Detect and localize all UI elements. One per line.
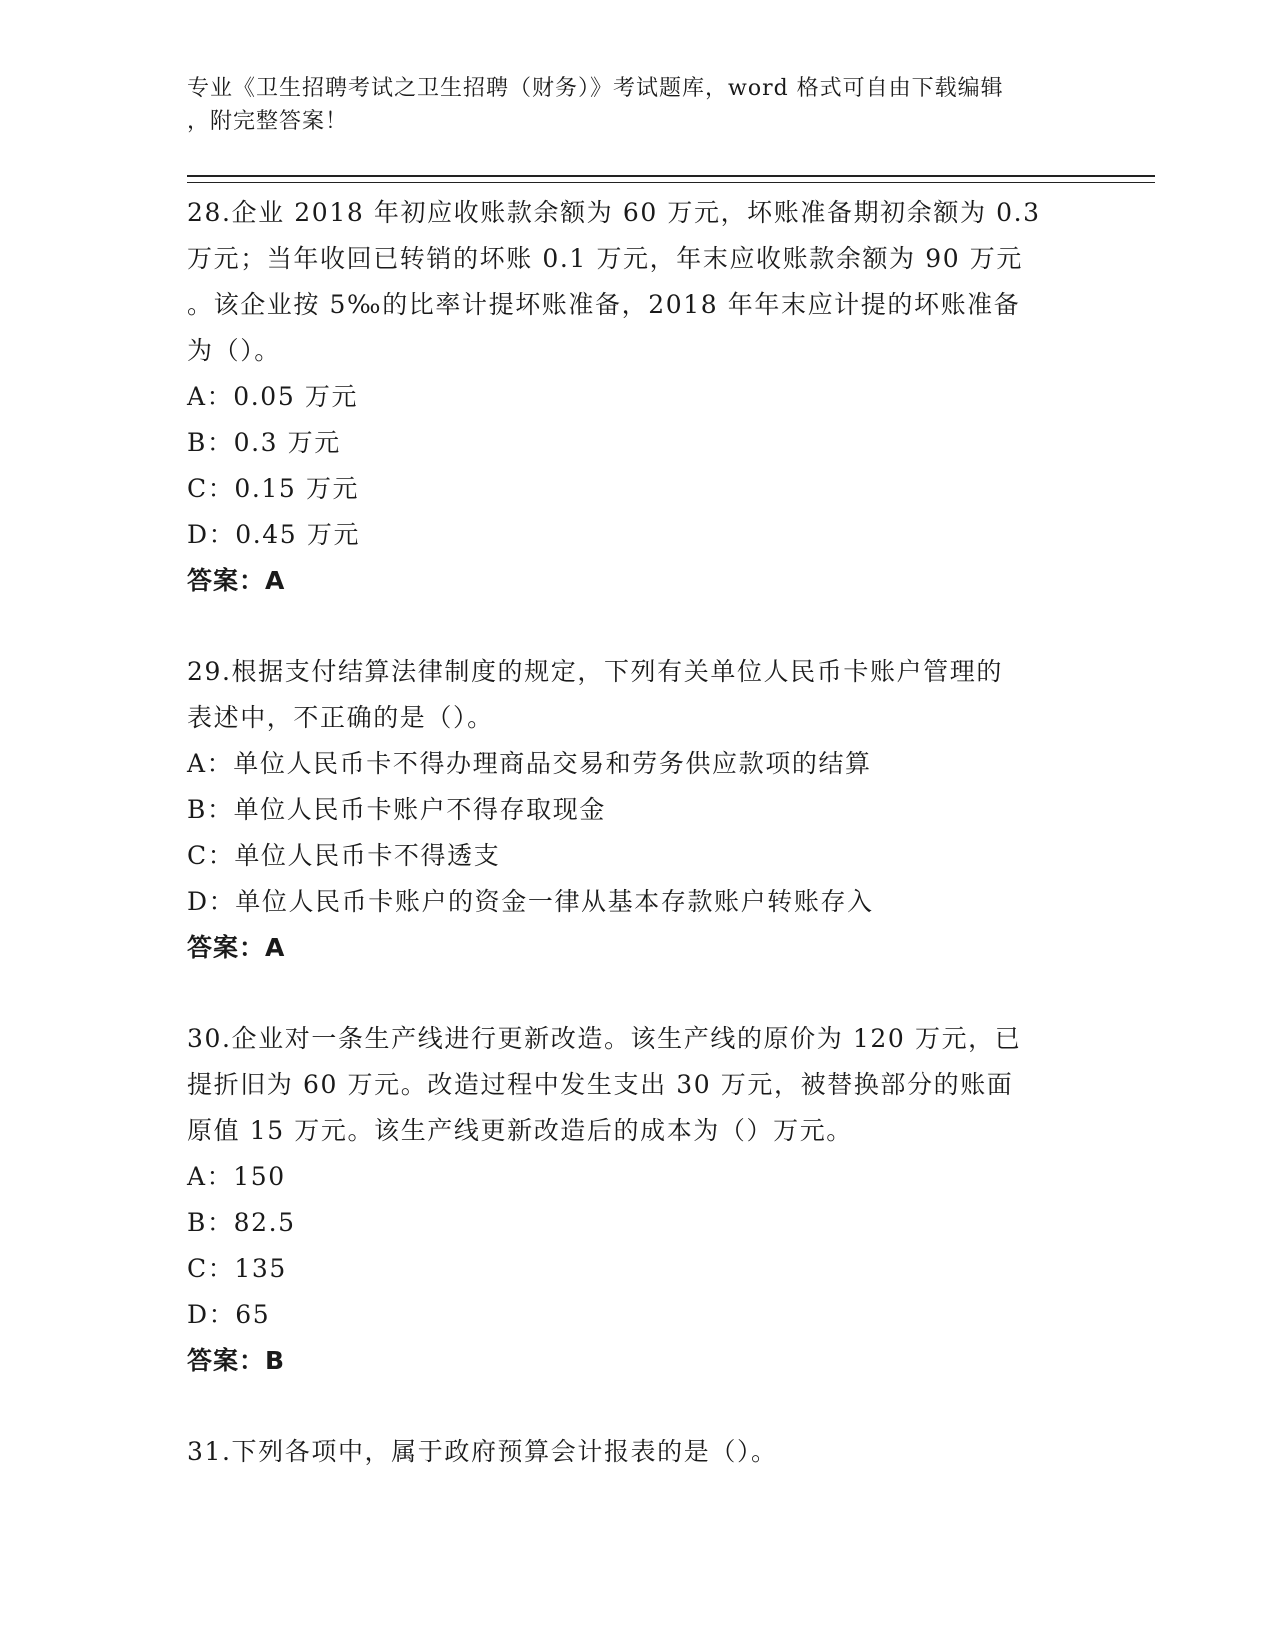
- header-line-2: ，附完整答案！: [187, 109, 349, 134]
- question-stem-line: 为（）。: [187, 336, 281, 365]
- question-29: [187, 649, 1087, 971]
- option-a: A：150: [187, 1162, 286, 1191]
- option-a: A：单位人民币卡不得办理商品交易和劳务供应款项的结算: [187, 749, 872, 778]
- option-b: B：82.5: [187, 1208, 296, 1237]
- option-d: D：单位人民币卡账户的资金一律从基本存款账户转账存入: [187, 887, 874, 916]
- header-divider-thick: [187, 175, 1155, 177]
- answer-label: 答案：A: [187, 566, 286, 595]
- question-stem-line: 31.下列各项中，属于政府预算会计报表的是（）。: [187, 1437, 778, 1466]
- question-stem-line: 30.企业对一条生产线进行更新改造。该生产线的原价为 120 万元，已: [187, 1024, 1022, 1053]
- answer-label: 答案：A: [187, 933, 286, 962]
- option-d: D：0.45 万元: [187, 520, 361, 549]
- question-stem-line: 表述中，不正确的是（）。: [187, 703, 494, 732]
- option-b: B：0.3 万元: [187, 428, 341, 457]
- question-31: [187, 1429, 1087, 1475]
- question-30: [187, 1016, 1087, 1384]
- question-stem-line: 29.根据支付结算法律制度的规定，下列有关单位人民币卡账户管理的: [187, 657, 1003, 686]
- option-c: C：135: [187, 1254, 287, 1283]
- answer-label: 答案：B: [187, 1346, 286, 1375]
- header-divider-thin: [187, 182, 1155, 183]
- document-header: [187, 72, 1067, 138]
- question-stem-line: 。该企业按 5‰的比率计提坏账准备，2018 年年末应计提的坏账准备: [187, 290, 1021, 319]
- option-c: C：单位人民币卡不得透支: [187, 841, 501, 870]
- question-stem-line: 万元；当年收回已转销的坏账 0.1 万元，年末应收账款余额为 90 万元: [187, 244, 1023, 273]
- option-a: A：0.05 万元: [187, 382, 359, 411]
- header-line-1: 专业《卫生招聘考试之卫生招聘（财务）》考试题库，word 格式可自由下载编辑: [187, 76, 1004, 101]
- question-stem-line: 28.企业 2018 年初应收账款余额为 60 万元，坏账准备期初余额为 0.3: [187, 198, 1041, 227]
- question-28: [187, 190, 1087, 604]
- option-c: C：0.15 万元: [187, 474, 360, 503]
- option-d: D：65: [187, 1300, 271, 1329]
- option-b: B：单位人民币卡账户不得存取现金: [187, 795, 606, 824]
- question-stem-line: 原值 15 万元。该生产线更新改造后的成本为（）万元。: [187, 1116, 853, 1145]
- question-stem-line: 提折旧为 60 万元。改造过程中发生支出 30 万元，被替换部分的账面: [187, 1070, 1014, 1099]
- question-list: [187, 190, 1087, 1520]
